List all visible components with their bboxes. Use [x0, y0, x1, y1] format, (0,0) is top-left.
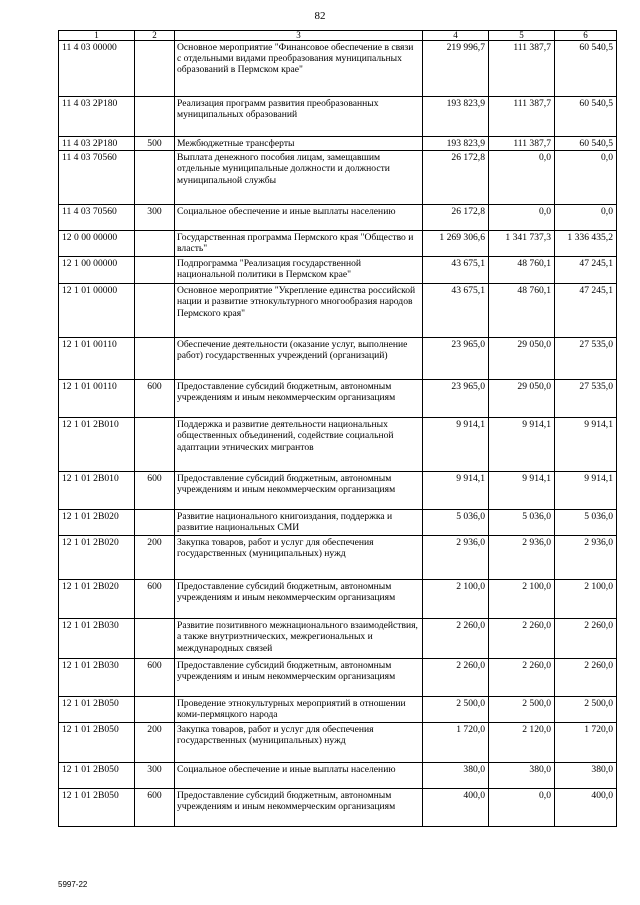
row-code: 12 1 01 2B050: [59, 789, 135, 827]
row-value-col6: 60 540,5: [555, 41, 617, 97]
row-name: Основное мероприятие "Укрепление единства российской нации и развитие этнокультурного многообразия народов Пермского края": [175, 284, 423, 338]
table-row: [59, 284, 617, 338]
row-value-col5: 2 260,0: [489, 619, 555, 659]
row-code: 11 4 03 2P180: [59, 137, 135, 151]
row-value-col6: 47 245,1: [555, 257, 617, 284]
table-row: [59, 536, 617, 580]
row-expense-type: 200: [135, 536, 175, 580]
row-expense-type: 300: [135, 205, 175, 231]
column-header: 2: [135, 31, 175, 41]
column-header: 3: [175, 31, 423, 41]
row-value-col6: 2 500,0: [555, 697, 617, 723]
row-expense-type: [135, 284, 175, 338]
row-value-col5: 48 760,1: [489, 257, 555, 284]
row-value-col5: 48 760,1: [489, 284, 555, 338]
row-code: 12 1 01 2B030: [59, 659, 135, 697]
row-value-col6: 2 936,0: [555, 536, 617, 580]
row-value-col4: 2 500,0: [423, 697, 489, 723]
row-expense-type: 600: [135, 659, 175, 697]
table-row: [59, 380, 617, 418]
row-value-col4: 26 172,8: [423, 151, 489, 205]
row-expense-type: [135, 151, 175, 205]
column-number-row: [59, 31, 617, 41]
row-code: 12 1 01 00110: [59, 338, 135, 380]
row-code: 12 1 01 2B050: [59, 723, 135, 763]
column-header: 5: [489, 31, 555, 41]
table-row: [59, 510, 617, 536]
row-value-col5: 0,0: [489, 205, 555, 231]
row-value-col5: 29 050,0: [489, 338, 555, 380]
row-name: Государственная программа Пермского края "Общество и власть": [175, 231, 423, 257]
row-code: 11 4 03 70560: [59, 151, 135, 205]
row-value-col5: 29 050,0: [489, 380, 555, 418]
table-row: [59, 257, 617, 284]
table-row: [59, 137, 617, 151]
table-row: [59, 763, 617, 789]
column-header: 1: [59, 31, 135, 41]
row-value-col6: 2 100,0: [555, 580, 617, 619]
row-value-col6: 0,0: [555, 151, 617, 205]
row-code: 12 1 01 2B010: [59, 472, 135, 510]
row-value-col5: 9 914,1: [489, 418, 555, 472]
row-name: Развитие национального книгоиздания, поддержка и развитие национальных СМИ: [175, 510, 423, 536]
row-name: Предоставление субсидий бюджетным, автономным учреждениям и иным некоммерческим организациям: [175, 789, 423, 827]
row-code: 12 1 01 2B010: [59, 418, 135, 472]
row-value-col5: 111 387,7: [489, 137, 555, 151]
table-row: [59, 418, 617, 472]
row-expense-type: 600: [135, 580, 175, 619]
row-value-col4: 193 823,9: [423, 137, 489, 151]
row-name: Предоставление субсидий бюджетным, автономным учреждениям и иным некоммерческим организациям: [175, 580, 423, 619]
row-expense-type: [135, 619, 175, 659]
row-expense-type: [135, 97, 175, 137]
row-value-col4: 2 936,0: [423, 536, 489, 580]
row-value-col6: 2 260,0: [555, 619, 617, 659]
row-name: Предоставление субсидий бюджетным, автономным учреждениям и иным некоммерческим организациям: [175, 380, 423, 418]
table-row: [59, 619, 617, 659]
row-value-col6: 60 540,5: [555, 97, 617, 137]
row-code: 12 1 01 2B050: [59, 697, 135, 723]
row-name: Социальное обеспечение и иные выплаты населению: [175, 763, 423, 789]
table-row: [59, 151, 617, 205]
row-expense-type: 600: [135, 472, 175, 510]
row-value-col6: 9 914,1: [555, 472, 617, 510]
row-name: Поддержка и развитие деятельности национальных общественных объединений, содействие социальной адаптации этнических мигрантов: [175, 418, 423, 472]
row-name: Предоставление субсидий бюджетным, автономным учреждениям и иным некоммерческим организациям: [175, 472, 423, 510]
row-code: 12 1 01 2B020: [59, 536, 135, 580]
row-value-col5: 0,0: [489, 151, 555, 205]
row-name: Выплата денежного пособия лицам, замещавшим отдельные муниципальные должности и должности муниципальной службы: [175, 151, 423, 205]
row-value-col6: 1 336 435,2: [555, 231, 617, 257]
row-code: 11 4 03 00000: [59, 41, 135, 97]
row-value-col5: 111 387,7: [489, 41, 555, 97]
row-value-col6: 380,0: [555, 763, 617, 789]
row-code: 12 1 01 2B050: [59, 763, 135, 789]
row-name: Предоставление субсидий бюджетным, автономным учреждениям и иным некоммерческим организациям: [175, 659, 423, 697]
row-value-col4: 219 996,7: [423, 41, 489, 97]
row-value-col6: 47 245,1: [555, 284, 617, 338]
row-value-col4: 9 914,1: [423, 472, 489, 510]
row-expense-type: [135, 231, 175, 257]
row-value-col5: 2 100,0: [489, 580, 555, 619]
document-code: 5997-22: [58, 880, 88, 889]
row-expense-type: [135, 697, 175, 723]
table-row: [59, 659, 617, 697]
table-row: [59, 338, 617, 380]
row-name: Подпрограмма "Реализация государственной национальной политики в Пермском крае": [175, 257, 423, 284]
table-row: [59, 697, 617, 723]
row-value-col4: 23 965,0: [423, 380, 489, 418]
row-value-col6: 9 914,1: [555, 418, 617, 472]
row-value-col5: 5 036,0: [489, 510, 555, 536]
table-row: [59, 789, 617, 827]
row-value-col5: 2 260,0: [489, 659, 555, 697]
row-value-col4: 2 100,0: [423, 580, 489, 619]
row-code: 11 4 03 2P180: [59, 97, 135, 137]
row-name: Обеспечение деятельности (оказание услуг, выполнение работ) государственных учреждений (организаций): [175, 338, 423, 380]
row-value-col6: 60 540,5: [555, 137, 617, 151]
row-expense-type: 200: [135, 723, 175, 763]
row-code: 12 0 00 00000: [59, 231, 135, 257]
row-value-col4: 5 036,0: [423, 510, 489, 536]
row-value-col5: 0,0: [489, 789, 555, 827]
row-name: Межбюджетные трансферты: [175, 137, 423, 151]
row-name: Закупка товаров, работ и услуг для обеспечения государственных (муниципальных) нужд: [175, 723, 423, 763]
table-row: [59, 41, 617, 97]
page-number: 82: [314, 10, 326, 22]
table-row: [59, 580, 617, 619]
row-value-col6: 400,0: [555, 789, 617, 827]
row-value-col4: 23 965,0: [423, 338, 489, 380]
row-expense-type: [135, 41, 175, 97]
row-value-col4: 193 823,9: [423, 97, 489, 137]
row-value-col5: 9 914,1: [489, 472, 555, 510]
row-value-col5: 2 936,0: [489, 536, 555, 580]
budget-table: [58, 30, 617, 827]
row-code: 12 1 01 00000: [59, 284, 135, 338]
row-value-col4: 380,0: [423, 763, 489, 789]
row-value-col4: 43 675,1: [423, 284, 489, 338]
row-code: 12 1 01 2B020: [59, 580, 135, 619]
row-value-col5: 2 120,0: [489, 723, 555, 763]
row-code: 12 1 01 00110: [59, 380, 135, 418]
row-expense-type: [135, 418, 175, 472]
table-row: [59, 723, 617, 763]
row-value-col6: 1 720,0: [555, 723, 617, 763]
row-value-col4: 43 675,1: [423, 257, 489, 284]
row-code: 12 1 01 2B020: [59, 510, 135, 536]
row-value-col4: 2 260,0: [423, 659, 489, 697]
row-value-col4: 2 260,0: [423, 619, 489, 659]
row-value-col6: 2 260,0: [555, 659, 617, 697]
table-row: [59, 97, 617, 137]
row-value-col5: 380,0: [489, 763, 555, 789]
row-code: 12 1 00 00000: [59, 257, 135, 284]
row-value-col6: 5 036,0: [555, 510, 617, 536]
row-expense-type: 600: [135, 789, 175, 827]
row-expense-type: [135, 257, 175, 284]
column-header: 6: [555, 31, 617, 41]
row-value-col6: 27 535,0: [555, 380, 617, 418]
row-value-col4: 9 914,1: [423, 418, 489, 472]
table-row: [59, 205, 617, 231]
row-code: 12 1 01 2B030: [59, 619, 135, 659]
row-code: 11 4 03 70560: [59, 205, 135, 231]
row-value-col5: 2 500,0: [489, 697, 555, 723]
row-value-col4: 1 269 306,6: [423, 231, 489, 257]
row-expense-type: 300: [135, 763, 175, 789]
row-name: Основное мероприятие "Финансовое обеспечение в связи с отдельными видами преобразования муниципальных образований в Пермском крае": [175, 41, 423, 97]
row-name: Закупка товаров, работ и услуг для обеспечения государственных (муниципальных) нужд: [175, 536, 423, 580]
row-value-col6: 27 535,0: [555, 338, 617, 380]
row-value-col4: 1 720,0: [423, 723, 489, 763]
row-name: Реализация программ развития преобразованных муниципальных образований: [175, 97, 423, 137]
row-expense-type: [135, 338, 175, 380]
row-expense-type: [135, 510, 175, 536]
table-row: [59, 231, 617, 257]
row-expense-type: 500: [135, 137, 175, 151]
row-value-col5: 111 387,7: [489, 97, 555, 137]
row-value-col4: 400,0: [423, 789, 489, 827]
row-value-col5: 1 341 737,3: [489, 231, 555, 257]
row-name: Социальное обеспечение и иные выплаты населению: [175, 205, 423, 231]
row-value-col6: 0,0: [555, 205, 617, 231]
row-name: Развитие позитивного межнационального взаимодействия, а также внутриэтнических, межрегиональных и международных связей: [175, 619, 423, 659]
row-value-col4: 26 172,8: [423, 205, 489, 231]
row-name: Проведение этнокультурных мероприятий в отношении коми-пермяцкого народа: [175, 697, 423, 723]
table-row: [59, 472, 617, 510]
row-expense-type: 600: [135, 380, 175, 418]
column-header: 4: [423, 31, 489, 41]
